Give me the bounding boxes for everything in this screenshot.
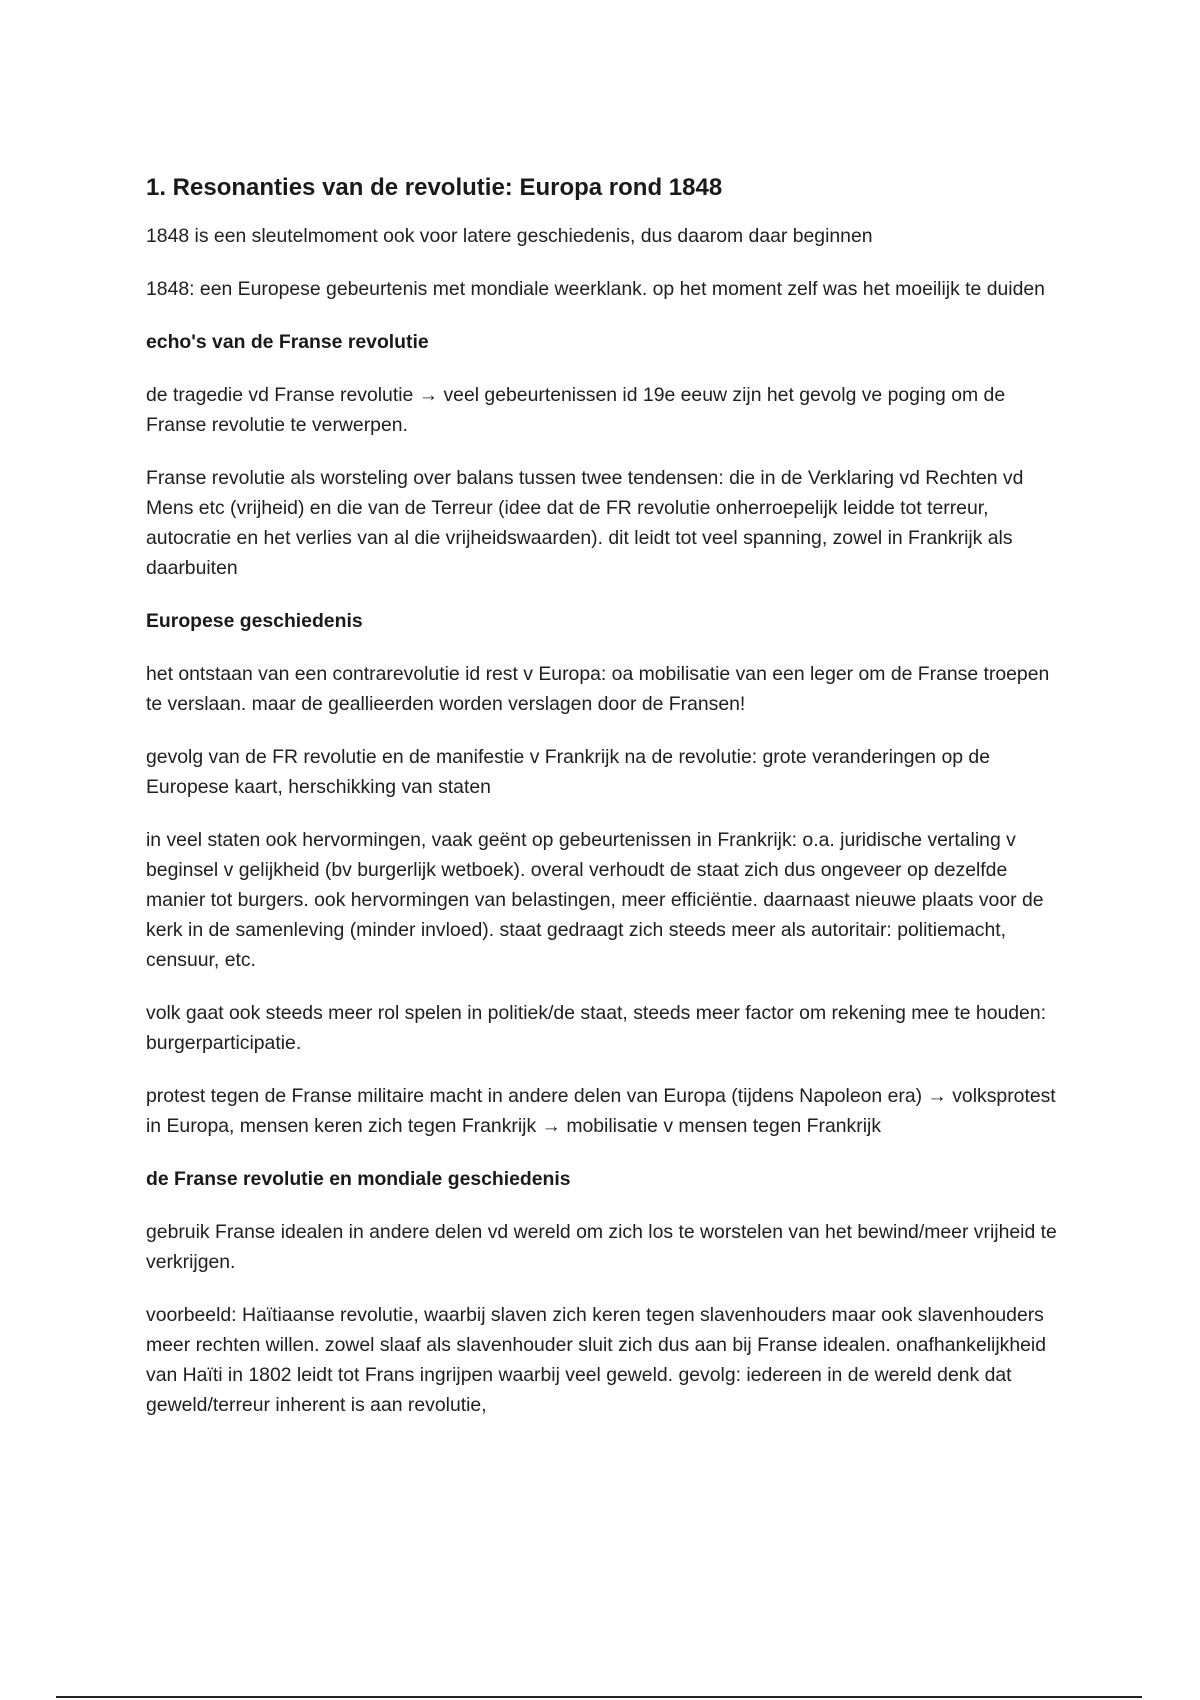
paragraph-tragedy: de tragedie vd Franse revolutie → veel gebeurtenissen id 19e eeuw zijn het gevolg ve poging om de Franse revolutie te verwerpen. [146, 384, 1006, 436]
paragraph-1848-european-event: 1848: een Europese gebeurtenis met mondiale weerklank. op het moment zelf was het moeilijk te duiden [146, 278, 1045, 300]
section-heading-european-history: Europese geschiedenis [146, 610, 363, 632]
paragraph-haiti-example: voorbeeld: Haïtiaanse revolutie, waarbij slaven zich keren tegen slavenhouders maar ook slavenhouders meer rechten willen. zowel slaaf als slavenhouder sluit zich dus aan bij Franse idealen. onafhankelijkheid van Haïti in 1802 leidt tot Frans ingrijpen waarbij veel geweld. gevolg: iedereen in de wereld denk dat geweld/terreur inherent is aan revolutie, [146, 1304, 1047, 1416]
paragraph-reforms: in veel staten ook hervormingen, vaak geënt op gebeurtenissen in Frankrijk: o.a. juridische vertaling v beginsel v gelijkheid (bv burgerlijk wetboek). overal verhoudt de staat zich dus ongeveer op dezelfde manier tot burgers. ook hervormingen van belastingen, meer efficiëntie. daarnaast nieuwe plaats voor de kerk in de samenleving (minder invloed). staat gedraagt zich steeds meer als autoritair: politiemacht, censuur, etc. [146, 829, 1044, 971]
paragraph-counterrevolution: het ontstaan van een contrarevolutie id rest v Europa: oa mobilisatie van een leger om de Franse troepen te verslaan. maar de geallieerden worden verslagen door de Fransen! [146, 663, 1050, 715]
paragraph-struggle-balance: Franse revolutie als worsteling over balans tussen twee tendensen: die in de Verklaring vd Rechten vd Mens etc (vrijheid) en die van de Terreur (idee dat de FR revolutie onherroepelijk leidde tot terreur, autocratie en het verlies van al die vrijheidswaarden). dit leidt tot veel spanning, zowel in Frankrijk als daarbuiten [146, 467, 1024, 579]
document-title: 1. Resonanties van de revolutie: Europa rond 1848 [146, 174, 723, 201]
paragraph-french-ideals: gebruik Franse idealen in andere delen vd wereld om zich los te worstelen van het bewind/meer vrijheid te verkrijgen. [146, 1221, 1057, 1273]
section-heading-echoes: echo's van de Franse revolutie [146, 331, 429, 353]
page-bottom-divider [56, 1696, 1142, 1698]
section-heading-global-history: de Franse revolutie en mondiale geschiedenis [146, 1168, 571, 1190]
paragraph-people-role: volk gaat ook steeds meer rol spelen in politiek/de staat, steeds meer factor om rekening mee te houden: burgerparticipatie. [146, 1002, 1047, 1054]
paragraph-intro: 1848 is een sleutelmoment ook voor latere geschiedenis, dus daarom daar beginnen [146, 225, 873, 247]
paragraph-consequences-map: gevolg van de FR revolutie en de manifestie v Frankrijk na de revolutie: grote veranderingen op de Europese kaart, herschikking van staten [146, 746, 990, 798]
paragraph-protest: protest tegen de Franse militaire macht in andere delen van Europa (tijdens Napoleon era) → volksprotest in Europa, mensen keren zich tegen Frankrijk → mobilisatie v mensen tegen Frankrijk [146, 1085, 1056, 1137]
document-page [146, 172, 1066, 1443]
